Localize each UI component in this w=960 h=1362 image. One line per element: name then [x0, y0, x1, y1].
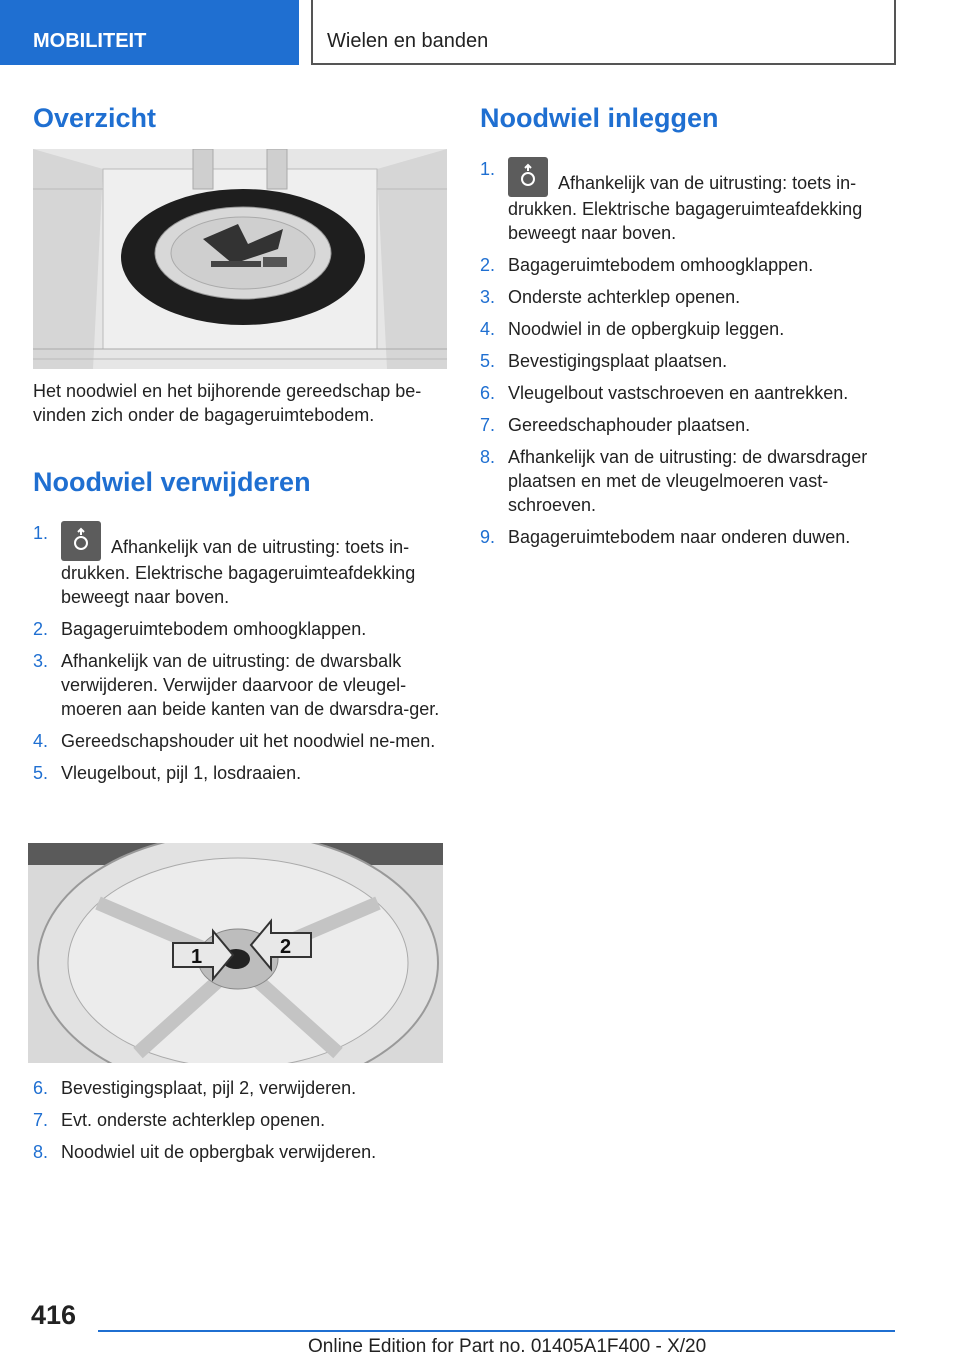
step-number: 7.	[33, 1110, 49, 1130]
list-item	[480, 413, 900, 437]
list-item	[33, 1140, 445, 1164]
step-number: 2.	[480, 255, 496, 275]
step-text: Afhankelijk van de uitrusting: de dwarsbalk verwijderen. Verwijder daarvoor de vleugel-moeren aan beide kanten van de dwarsdra-ger.	[61, 651, 440, 719]
step-text: Noodwiel uit de opbergbak verwijderen.	[61, 1142, 377, 1162]
wheel-bolt-figure	[28, 843, 443, 1063]
step-text: Gereedschapshouder uit het noodwiel ne-men.	[61, 731, 436, 751]
list-item	[33, 617, 445, 641]
wheel-illustration	[28, 843, 443, 1063]
step-number: 4.	[33, 731, 49, 751]
remove-title: Noodwiel verwijderen	[33, 467, 311, 497]
list-item	[33, 729, 445, 753]
step-number: 8.	[33, 1142, 49, 1162]
step-number: 9.	[480, 527, 496, 547]
list-item	[480, 381, 900, 405]
step-number: 5.	[33, 763, 49, 783]
step-text: Bevestigingsplaat plaatsen.	[508, 351, 728, 371]
trunk-floor-button-icon	[508, 157, 548, 197]
step-number: 8.	[480, 447, 496, 467]
remove-steps-list	[33, 521, 445, 793]
step-number: 6.	[480, 383, 496, 403]
overview-text: Het noodwiel en het bijhorende gereedschap be-vinden zich onder de bagageruimtebodem.	[33, 381, 422, 425]
insert-title: Noodwiel inleggen	[480, 103, 719, 133]
step-number: 6.	[33, 1078, 49, 1098]
page-number: 416	[31, 1300, 77, 1330]
step-text: Bagageruimtebodem omhoogklappen.	[61, 619, 367, 639]
trunk-spare-wheel-figure	[33, 149, 447, 369]
footer-divider	[98, 1330, 895, 1332]
step-text: Bagageruimtebodem naar onderen duwen.	[508, 527, 851, 547]
step-number: 7.	[480, 415, 496, 435]
section-tab: MOBILITEIT	[0, 0, 299, 65]
overview-title: Overzicht	[33, 103, 157, 133]
step-text: Onderste achterklep openen.	[508, 287, 741, 307]
step-text: Bevestigingsplaat, pijl 2, verwijderen.	[61, 1078, 357, 1098]
remove-steps-list-continued	[33, 1076, 445, 1172]
insert-steps-list	[480, 157, 900, 557]
list-item	[480, 349, 900, 373]
step-text: Afhankelijk van de uitrusting: toets in-drukken. Elektrische bagageruimteafdekking beweegt naar boven.	[61, 537, 416, 607]
list-item	[33, 649, 445, 721]
trunk-floor-button-icon	[61, 521, 101, 561]
list-item	[480, 253, 900, 277]
step-number: 1.	[480, 159, 496, 179]
step-number: 3.	[480, 287, 496, 307]
list-item	[33, 761, 445, 785]
step-text: Vleugelbout vastschroeven en aantrekken.	[508, 383, 849, 403]
step-number: 5.	[480, 351, 496, 371]
list-item	[480, 157, 900, 245]
step-text: Bagageruimtebodem omhoogklappen.	[508, 255, 814, 275]
list-item	[33, 1108, 445, 1132]
arrow-label-1: 1	[191, 946, 203, 968]
step-text: Gereedschaphouder plaatsen.	[508, 415, 751, 435]
step-number: 3.	[33, 651, 49, 671]
list-item	[480, 285, 900, 309]
step-text: Vleugelbout, pijl 1, losdraaien.	[61, 763, 302, 783]
step-text: Afhankelijk van de uitrusting: toets in-drukken. Elektrische bagageruimteafdekking beweegt naar boven.	[508, 173, 863, 243]
list-item	[480, 525, 900, 549]
list-item	[33, 1076, 445, 1100]
step-text: Evt. onderste achterklep openen.	[61, 1110, 326, 1130]
edition-text: Online Edition for Part no. 01405A1F400 - X/20	[308, 1336, 707, 1357]
list-item	[33, 521, 445, 609]
list-item	[480, 317, 900, 341]
arrow-label-2: 2	[280, 936, 292, 958]
list-item	[480, 445, 900, 517]
step-number: 2.	[33, 619, 49, 639]
chapter-tab: Wielen en banden	[311, 0, 896, 65]
step-text: Noodwiel in de opbergkuip leggen.	[508, 319, 785, 339]
step-number: 4.	[480, 319, 496, 339]
trunk-illustration	[33, 149, 447, 369]
step-text: Afhankelijk van de uitrusting: de dwarsdrager plaatsen en met de vleugelmoeren vast-schroeven.	[508, 447, 868, 515]
step-number: 1.	[33, 523, 49, 543]
